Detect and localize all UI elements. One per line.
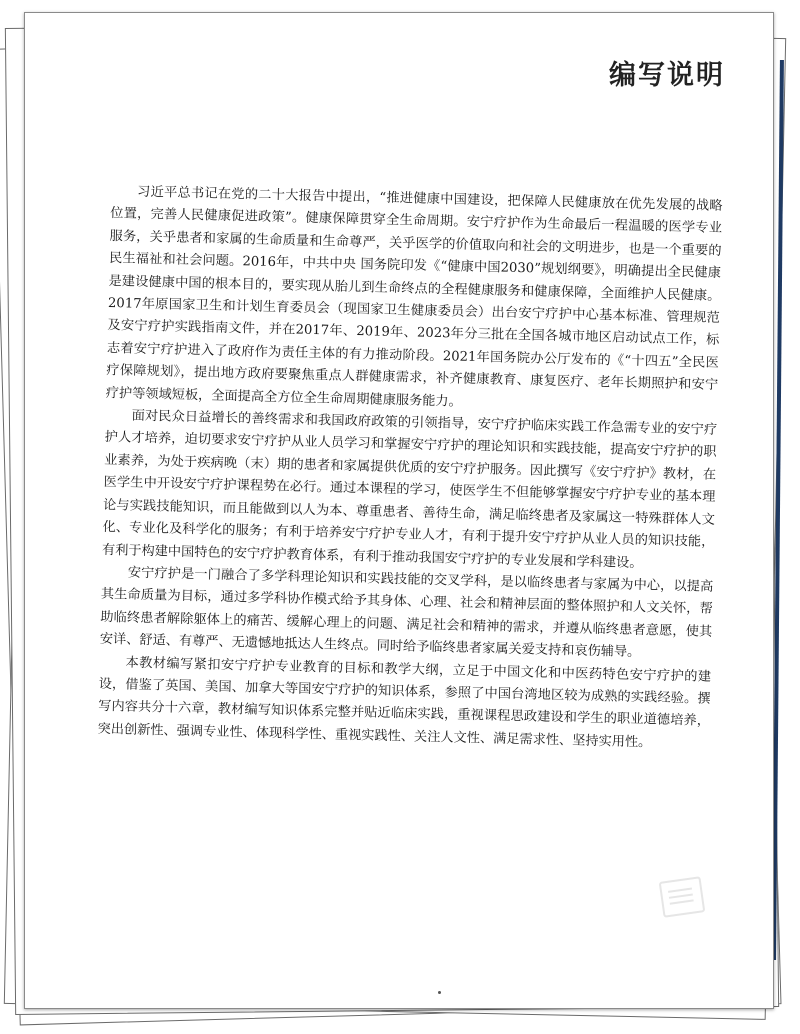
page-dot — [438, 991, 441, 994]
paragraph: 面对民众日益增长的善终需求和我国政府政策的引领指导，安宁疗护临床实践工作急需专业的安宁疗护人才培养，迫切要求安宁疗护从业人员学习和掌握安宁疗护的理论知识和实践技能，提高安宁疗护的职业素养，为处于疾病晚（末）期的患者和家属提供优质的安宁疗护服务。因此撰写《安宁疗护》教材，在医学生中开设安宁疗护课程势在必行。通过本课程的学习，使医学生不但能够掌握安宁疗护专业的基本理论与实践技能知识，而且能做到以人为本、尊重患者、善待生命，满足临终患者及家属这一特殊群体人文化、专业化及科学化的服务；有利于培养安宁疗护专业人才，有利于提升安宁疗护从业人员的知识技能，有利于构建中国特色的安宁疗护教育体系，有利于推动我国安宁疗护的专业发展和学科建设。 — [101, 408, 718, 571]
page-title: 编写说明 — [609, 60, 725, 91]
paragraph: 安宁疗护是一门融合了多学科理论知识和实践技能的交叉学科，是以临终患者与家属为中心，以提高其生命质量为目标，通过多学科协作模式给予其身体、心理、社会和精神层面的整体照护和人文关怀，帮助临终患者解除躯体上的痛苦、缓解心理上的问题、满足社会和精神的需求，并遵从临终患者意愿，使其安详、舒适、有尊严、无遗憾地抵达人生终点。同时给予临终患者家属关爱支持和哀伤辅导。 — [99, 565, 714, 661]
faded-stamp-icon — [659, 876, 706, 917]
paragraph: 习近平总书记在党的二十大报告中提出，“推进健康中国建设，把保障人民健康放在优先发展的战略位置，完善人民健康促进政策”。健康保障贯穿全生命周期。安宁疗护作为生命最后一程温暖的医学专业服务，关乎患者和家属的生命质量和生命尊严，关乎医学的价值取向和社会的文明进步，也是一个重要的民生福祉和社会问题。2016年，中共中央 国务院印发《“健康中国2030”规划纲要》，明确提出全民健康是建设健康中国的根本目的，要实现从胎儿到生命终点的全程健康服务和健康保障，全面维护人民健康。2017年原国家卫生和计划生育委员会（现国家卫生健康委员会）出台安宁疗护中心基本标准、管理规范及安宁疗护实践指南文件，并在2017年、2019年、2023年分三批在全国各城市地区启动试点工作，标志着安宁疗护进入了政府作为责任主体的有力推动阶段。2021年国务院办公厅发布的《“十四五”全民医疗保障规划》，提出地方政府要聚焦重点人群健康需求，补齐健康教育、康复医疗、老年长期照护和安宁疗护等领域短板，全面提高全方位全生命周期健康服务能力。 — [105, 184, 723, 410]
document-page — [24, 12, 774, 1009]
paragraph: 本教材编写紧扣安宁疗护专业教育的目标和教学大纲，立足于中国文化和中医药特色安宁疗护的建设，借鉴了英国、美国、加拿大等国安宁疗护的知识体系，参照了中国台湾地区较为成熟的实践经验。撰写内容共分十六章，教材编写知识体系完整并贴近临床实践，重视课程思政建设和学生的职业道德培养，突出创新性、强调专业性、体现科学性、重视实践性、关注人文性、满足需求性、坚持实用性。 — [97, 655, 712, 751]
body-text — [97, 181, 723, 756]
